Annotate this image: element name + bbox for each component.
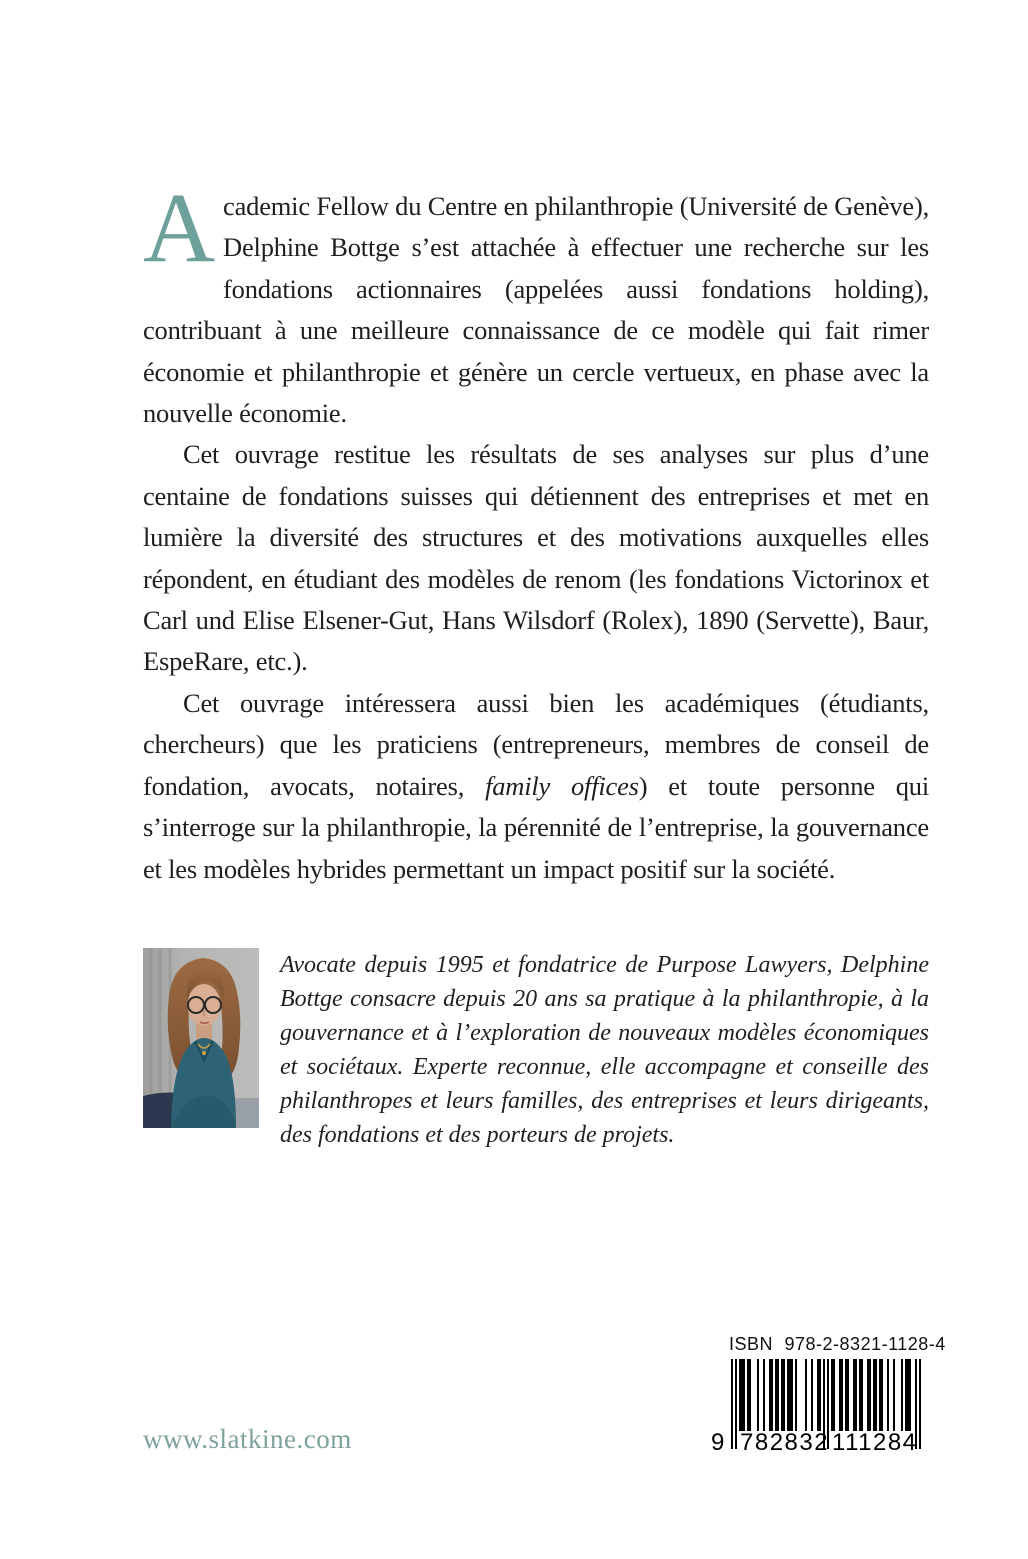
dropcap-letter: A xyxy=(143,172,216,283)
isbn-label: ISBN 978-2-8321-1128-4 xyxy=(729,1334,946,1354)
publisher-website-url: www.slatkine.com xyxy=(143,1424,352,1454)
barcode-digits-left: 782832 xyxy=(740,1429,830,1456)
isbn-barcode-block xyxy=(711,1334,946,1456)
author-bio-text: Avocate depuis 1995 et fondatrice de Purpose Lawyers, Delphine Bottge consacre depuis 20 ans sa pratique à la philanthropie, à la gouvernance et à l’exploration de nouveaux modèles économiques et sociétaux. Experte reconnue, elle accompagne et conseille des philanthropes et leurs familles, des entreprises et leurs dirigeants, des fondations et des porteurs de projets. xyxy=(280,952,929,1148)
paragraph-3-text-after: ) et toute personne qui s’interroge sur la philanthropie, la pérennité de l’entreprise, la gouvernance et les modèles hybrides permettant un impact positif sur la société. xyxy=(143,770,929,884)
synopsis-paragraph-3 xyxy=(143,683,929,890)
family-offices-italic-phrase: family offices xyxy=(485,770,639,801)
author-bio-section xyxy=(143,948,929,1152)
paragraph-1-text: cademic Fellow du Centre en philanthropie (Université de Genève), Delphine Bottge s’est attachée à effectuer une recherche sur les fondations actionnaires (appelées aussi fondations holding), contribuant à une meilleure connaissance de ce modèle qui fait rimer économie et philanthropie et génère un cercle vertueux, en phase avec la nouvelle économie. xyxy=(143,191,929,429)
synopsis-paragraph-2: Cet ouvrage restitue les résultats de ses analyses sur plus d’une centaine de fondations suisses qui détiennent des entreprises et met en lumière la diversité des structures et des motivations auxquelles elles répondent, en étudiant des modèles de renom (les fondations Victorinox et Carl und Elise Elsener-Gut, Hans Wilsdorf (Rolex), 1890 (Servette), Baur, EspeRare, etc.). xyxy=(143,439,929,677)
barcode-digits-right: 111284 xyxy=(832,1429,918,1456)
barcode-lead-digit: 9 xyxy=(711,1429,725,1456)
synopsis-paragraph-1 xyxy=(143,172,929,434)
paragraph-3-text-before: Cet ouvrage intéressera aussi bien les académiques (étudiants, chercheurs) que les praticiens (entrepreneurs, membres de conseil de fondation, avocats, notaires, xyxy=(143,687,929,801)
barcode xyxy=(711,1359,921,1456)
synopsis xyxy=(143,172,929,890)
author-photo xyxy=(143,948,259,1128)
